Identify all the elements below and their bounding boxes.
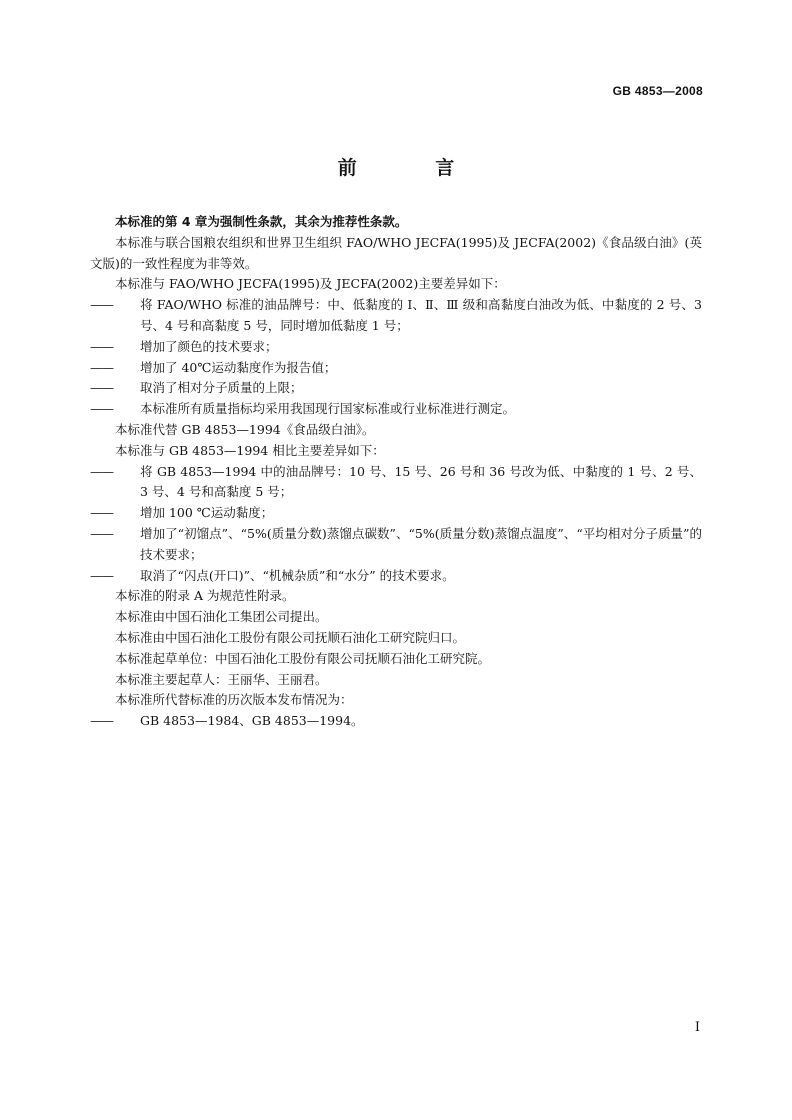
dash-marker: —— [90,463,113,479]
technical-committee-paragraph: 本标准由中国石油化工股份有限公司抚顺石油化工研究院归口。 [115,629,466,645]
list-item-text: 将 GB 4853—1994 中的油品牌号：10 号、15 号、26 号和 36 号改为低、中黏度的 1 号、2 号、3 号、4 号和高黏度 5 号； [140,463,702,500]
list-item-text: 增加 100 ℃运动黏度； [140,505,274,521]
history-intro-paragraph: 本标准所代替标准的历次版本发布情况为： [115,692,353,708]
list-item [90,378,702,399]
dash-marker: —— [90,338,113,354]
annex-paragraph: 本标准的附录 A 为规范性附录。 [115,588,295,604]
proposer-paragraph: 本标准由中国石油化工集团公司提出。 [115,609,328,625]
dash-marker: —— [90,525,113,541]
list-item [90,399,702,420]
dash-marker: —— [90,380,113,396]
list-item-text: 本标准所有质量指标均采用我国现行国家标准或行业标准进行测定。 [140,401,516,417]
list-item [90,462,702,504]
list-item [90,295,702,337]
dash-marker: —— [90,713,113,729]
list-item-text: 增加了 40℃运动黏度作为报告值； [140,359,337,375]
list-item-text: 增加了“初馏点”、“5%(质量分数)蒸馏点碳数”、“5%(质量分数)蒸馏点温度”、“平均相对分子质量”的技术要求； [140,525,702,562]
replaces-paragraph: 本标准代替 GB 4853—1994《食品级白油》。 [115,421,375,437]
dash-marker: —— [90,359,113,375]
dash-marker: —— [90,567,113,583]
dash-marker: —— [90,297,113,313]
list-item [90,524,702,566]
foreword-body [90,212,702,732]
list-item-text: 取消了“闪点(开口)”、“机械杂质”和“水分” 的技术要求。 [140,567,455,583]
list-item [90,503,702,524]
standard-code: GB 4853—2008 [612,84,703,98]
page-number: I [694,1020,700,1035]
drafting-unit-paragraph: 本标准起草单位：中国石油化工股份有限公司抚顺石油化工研究院。 [115,650,491,666]
page-title: 前 言 [337,157,491,179]
comparison-intro-paragraph: 本标准与 GB 4853—1994 相比主要差异如下： [115,442,385,458]
list-item-text: 取消了相对分子质量的上限； [140,380,303,396]
mandatory-clause-paragraph: 本标准的第 4 章为强制性条款，其余为推荐性条款。 [115,214,408,229]
dash-marker: —— [90,401,113,417]
list-item [90,337,702,358]
list-item-text: 将 FAO/WHO 标准的油品牌号：中、低黏度的 Ⅰ、Ⅱ、Ⅲ 级和高黏度白油改为低、中黏度的 2 号、3 号、4 号和高黏度 5 号，同时增加低黏度 1 号； [140,297,702,333]
consistency-paragraph: 本标准与联合国粮农组织和世界卫生组织 FAO/WHO JECFA(1995)及 JECFA(2002)《食品级白油》(英文版)的一致性程度为非等效。 [90,234,702,271]
differences-intro-paragraph: 本标准与 FAO/WHO JECFA(1995)及 JECFA(2002)主要差异如下： [115,276,506,292]
dash-marker: —— [90,505,113,521]
list-item-text: GB 4853—1984、GB 4853—1994。 [140,713,364,729]
list-item [90,711,702,732]
list-item-text: 增加了颜色的技术要求； [140,338,278,354]
list-item [90,566,702,587]
drafters-paragraph: 本标准主要起草人：王丽华、王丽君。 [115,671,328,687]
list-item [90,358,702,379]
